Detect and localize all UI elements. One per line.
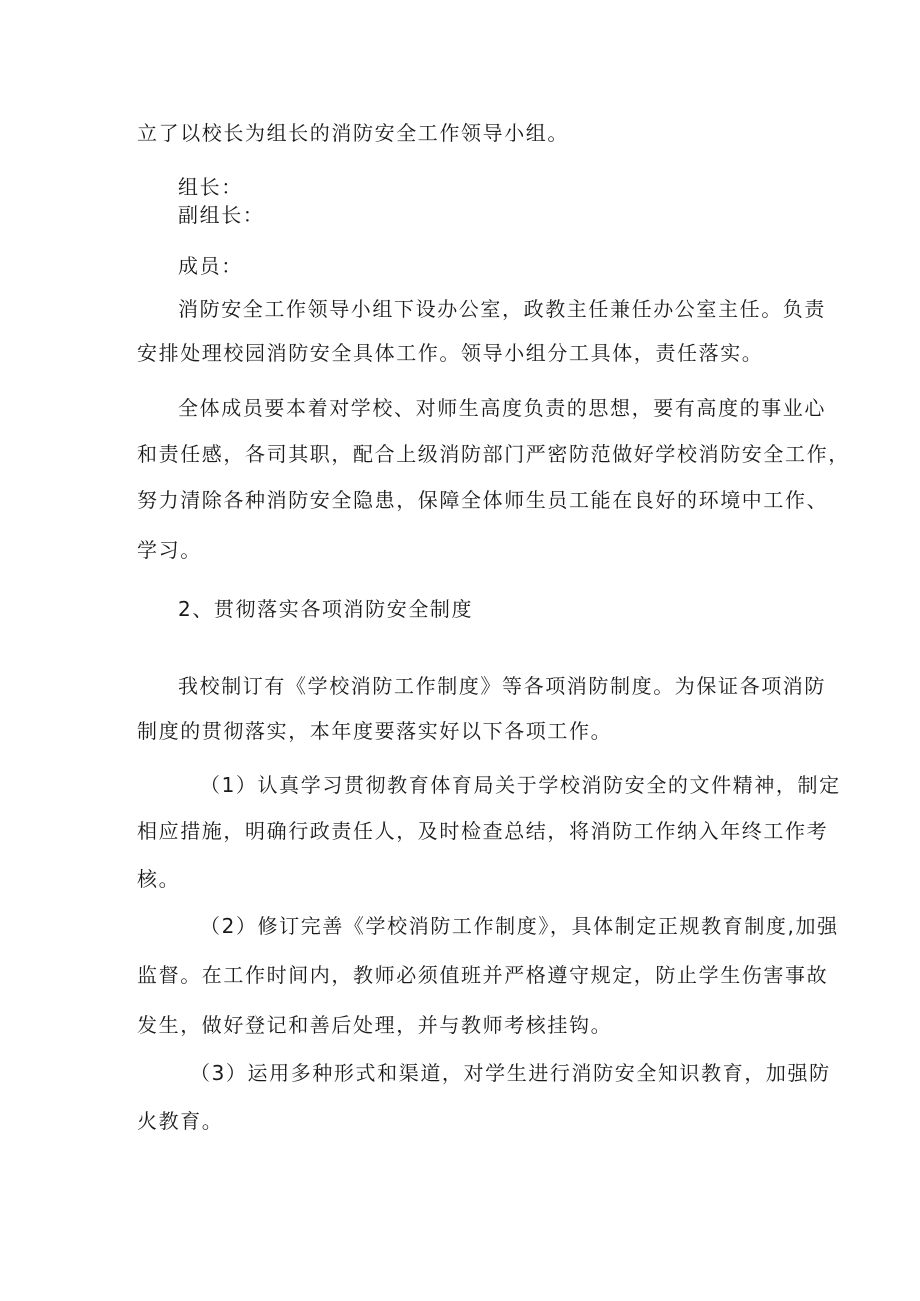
paragraph-line: 学习。	[137, 538, 202, 562]
label-deputy-leader: 副组长：	[178, 203, 265, 227]
list-item-2: （2）修订完善《学校消防工作制度》，具体制定正规教育制度,加强	[200, 914, 839, 938]
paragraph-line: 立了以校长为组长的消防安全工作领导小组。	[137, 121, 569, 145]
paragraph-line: 相应措施，明确行政责任人，及时检查总结，将消防工作纳入年终工作考	[137, 819, 829, 843]
paragraph-line: 监督。在工作时间内，教师必须值班并严格遵守规定，防止学生伤害事故	[137, 963, 829, 987]
paragraph-line: 和责任感，各司其职，配合上级消防部门严密防范做好学校消防安全工作，	[137, 442, 850, 466]
paragraph-line: 火教育。	[137, 1109, 224, 1133]
paragraph-line: 发生，做好登记和善后处理，并与教师考核挂钩。	[137, 1013, 613, 1037]
paragraph-line: 核。	[137, 867, 181, 891]
paragraph-line: 我校制订有《学校消防工作制度》等各项消防制度。为保证各项消防	[178, 674, 826, 698]
paragraph-line: 全体成员要本着对学校、对师生高度负责的思想，要有高度的事业心	[178, 396, 826, 420]
label-leader: 组长：	[178, 175, 243, 199]
list-item-3: （3）运用多种形式和渠道，对学生进行消防安全知识教育，加强防	[190, 1061, 831, 1085]
paragraph-line: 制度的贯彻落实，本年度要落实好以下各项工作。	[137, 719, 613, 743]
paragraph-line: 努力清除各种消防安全隐患，保障全体师生员工能在良好的环境中工作、	[137, 488, 829, 512]
label-members: 成员：	[178, 254, 243, 278]
section-heading: 2、贯彻落实各项消防安全制度	[178, 597, 474, 621]
list-item-1: （1）认真学习贯彻教育体育局关于学校消防安全的文件精神，制定	[200, 773, 841, 797]
paragraph-line: 消防安全工作领导小组下设办公室，政教主任兼任办公室主任。负责	[178, 297, 826, 321]
paragraph-line: 安排处理校园消防安全具体工作。领导小组分工具体，责任落实。	[137, 341, 764, 365]
